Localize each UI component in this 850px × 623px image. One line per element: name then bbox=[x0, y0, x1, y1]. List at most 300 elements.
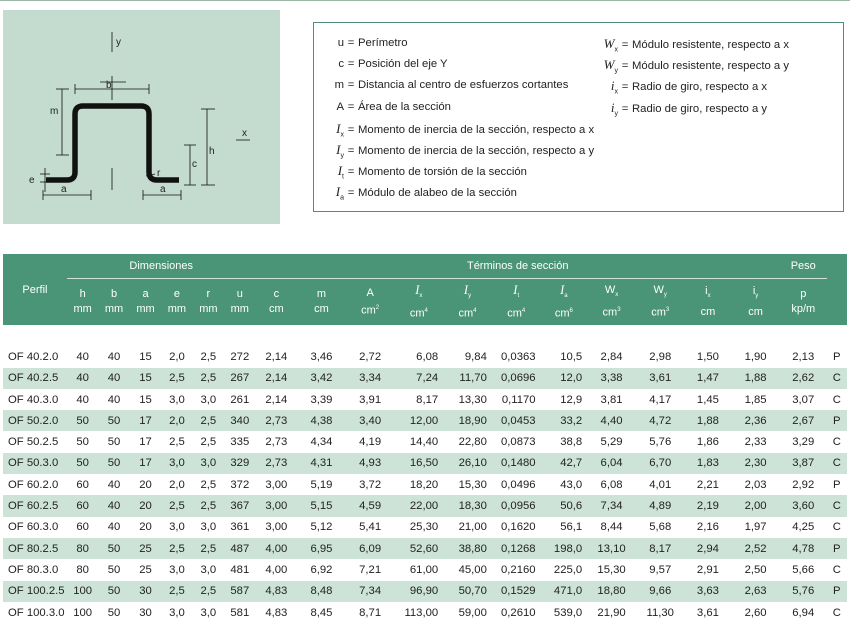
table-cell: 42,7 bbox=[541, 453, 588, 474]
table-cell: 2,62 bbox=[780, 368, 827, 389]
legend-equals: = bbox=[347, 144, 355, 157]
table-cell: 60 bbox=[76, 478, 89, 491]
column-symbol-subscript: x bbox=[419, 292, 423, 299]
table-cell: 1,45 bbox=[696, 393, 719, 406]
table-cell: 0,0496 bbox=[500, 478, 536, 491]
column-unit: kp/m bbox=[791, 303, 816, 315]
table-cell: 8,17 bbox=[636, 538, 685, 559]
profile-name-cell: OF 40.3.0 bbox=[8, 393, 59, 406]
table-cell: 2,0 bbox=[169, 478, 185, 491]
legend-row bbox=[322, 75, 594, 96]
profile-name-cell: OF 100.2.5 bbox=[3, 581, 67, 602]
column-unit: mm bbox=[167, 303, 187, 315]
table-cell: 50 bbox=[98, 581, 129, 602]
legend-description: Posición del eje Y bbox=[358, 58, 448, 71]
profile-name-cell: OF 80.2.5 bbox=[3, 538, 67, 559]
table-cell: 3,87 bbox=[780, 453, 827, 474]
table-cell: 2,0 bbox=[169, 350, 185, 363]
table-cell: 4,25 bbox=[792, 521, 815, 534]
legend-row bbox=[596, 97, 789, 118]
table-cell: 22,80 bbox=[458, 436, 487, 449]
label-e: e bbox=[29, 175, 35, 186]
table-cell: 9,57 bbox=[649, 563, 672, 576]
table-cell: 50 bbox=[76, 436, 89, 449]
table-cell: 2,73 bbox=[256, 453, 298, 474]
table-cell: 0,2610 bbox=[500, 606, 536, 619]
legend-symbol bbox=[322, 181, 344, 208]
table-cell: 1,97 bbox=[744, 521, 767, 534]
table-cell: 340 bbox=[224, 410, 255, 431]
table-cell: 2,00 bbox=[731, 495, 780, 516]
table-cell: 13,30 bbox=[458, 393, 487, 406]
header-dimensiones: Dimensiones bbox=[67, 254, 256, 279]
table-cell: 539,0 bbox=[553, 606, 583, 619]
table-cell: 21,90 bbox=[597, 606, 626, 619]
table-cell: 40 bbox=[107, 478, 121, 491]
column-unit-exponent: 4 bbox=[521, 307, 526, 314]
legend-symbol-letter: I bbox=[335, 184, 341, 200]
table-cell: 8,17 bbox=[416, 393, 439, 406]
table-cell: C bbox=[832, 606, 841, 619]
legend-right-column bbox=[596, 33, 789, 118]
table-cell: 50 bbox=[107, 606, 121, 619]
column-symbol-subscript: y bbox=[755, 293, 759, 300]
table-cell: 6,08 bbox=[600, 478, 623, 491]
table-cell: 3,0 bbox=[200, 521, 217, 534]
table-cell: 16,50 bbox=[394, 453, 443, 474]
table-row bbox=[3, 602, 847, 623]
table-cell: P bbox=[827, 410, 847, 431]
column-header-13 bbox=[587, 279, 636, 326]
table-cell: 40 bbox=[76, 350, 89, 363]
table-cell: 367 bbox=[224, 495, 255, 516]
column-symbol: A bbox=[366, 286, 374, 299]
table-cell: 25 bbox=[130, 538, 161, 559]
legend-symbol-subscript: y bbox=[614, 67, 618, 75]
profile-name-cell: OF 50.2.5 bbox=[8, 436, 59, 449]
table-cell: 9,84 bbox=[464, 350, 487, 363]
column-header-9 bbox=[394, 279, 443, 326]
table-cell: 3,91 bbox=[359, 393, 382, 406]
table-cell: 3,00 bbox=[265, 478, 288, 491]
legend-row bbox=[322, 33, 594, 54]
table-cell: 11,70 bbox=[443, 368, 492, 389]
legend-equals: = bbox=[347, 166, 355, 179]
table-cell: 17 bbox=[130, 410, 161, 431]
column-unit: $cm^6$ bbox=[554, 307, 573, 320]
table-cell: 4,40 bbox=[587, 410, 636, 431]
table-cell: 581 bbox=[230, 606, 250, 619]
table-cell: 2,5 bbox=[193, 538, 224, 559]
table-cell: 15,30 bbox=[597, 563, 626, 576]
table-cell: 329 bbox=[224, 453, 255, 474]
table-cell: 50 bbox=[107, 436, 121, 449]
table-cell: 100 bbox=[73, 606, 93, 619]
column-symbol: a bbox=[142, 288, 149, 300]
table-cell: 5,15 bbox=[297, 495, 346, 516]
table-cell: 80 bbox=[67, 538, 98, 559]
column-unit: $cm^4$ bbox=[409, 307, 428, 320]
table-cell: 2,5 bbox=[200, 350, 217, 363]
profile-diagram bbox=[3, 10, 280, 224]
table-cell: 10,5 bbox=[560, 350, 583, 363]
table-cell: 30 bbox=[130, 581, 161, 602]
table-cell: 3,63 bbox=[685, 581, 732, 602]
label-a-left: a bbox=[61, 184, 67, 195]
table-cell: 2,5 bbox=[161, 581, 192, 602]
legend-row bbox=[596, 75, 789, 96]
legend-equals: = bbox=[347, 37, 355, 49]
legend-description: Perímetro bbox=[358, 37, 408, 49]
profile-name-cell: OF 40.2.0 bbox=[8, 350, 59, 363]
legend-equals: = bbox=[621, 81, 629, 94]
table-cell: 2,92 bbox=[792, 478, 815, 491]
table-cell: 52,60 bbox=[394, 538, 443, 559]
table-cell: 2,14 bbox=[256, 368, 298, 389]
table-cell: 100 bbox=[67, 581, 98, 602]
column-symbol bbox=[731, 284, 780, 304]
table-cell: 6,95 bbox=[297, 538, 346, 559]
table-cell: 5,76 bbox=[649, 436, 672, 449]
table-cell: 18,30 bbox=[443, 495, 492, 516]
table-cell: P bbox=[833, 478, 841, 491]
table-cell: 21,00 bbox=[458, 521, 487, 534]
table-cell: 6,92 bbox=[310, 563, 333, 576]
table-cell: 2,14 bbox=[265, 393, 288, 406]
table-row bbox=[3, 559, 847, 580]
table-cell: C bbox=[832, 436, 841, 449]
profile-table bbox=[3, 254, 847, 623]
table-cell: 8,44 bbox=[600, 521, 623, 534]
table-cell: C bbox=[827, 495, 847, 516]
table-cell: 0,0363 bbox=[500, 350, 536, 363]
table-cell: 1,88 bbox=[685, 410, 732, 431]
table-row bbox=[3, 389, 847, 410]
table-cell: 4,59 bbox=[346, 495, 395, 516]
table-cell: 372 bbox=[230, 478, 250, 491]
column-symbol-subscript: y bbox=[663, 292, 667, 299]
table-cell: 80 bbox=[76, 563, 89, 576]
table-cell: 26,10 bbox=[443, 453, 492, 474]
column-unit: $cm^4$ bbox=[507, 307, 526, 320]
table-cell: 4,83 bbox=[256, 581, 298, 602]
header-perfil: Perfil bbox=[3, 254, 67, 325]
column-unit-exponent: 3 bbox=[617, 307, 621, 314]
column-symbol bbox=[541, 283, 588, 304]
label-m: m bbox=[50, 106, 59, 117]
table-cell: 2,03 bbox=[744, 478, 767, 491]
table-cell: 261 bbox=[230, 393, 250, 406]
legend-row bbox=[322, 139, 594, 160]
column-header-8 bbox=[346, 279, 395, 326]
table-cell: 50 bbox=[98, 538, 129, 559]
profile-name-cell: OF 80.3.0 bbox=[8, 563, 59, 576]
table-cell: 2,94 bbox=[685, 538, 732, 559]
column-header-10 bbox=[443, 279, 492, 326]
column-header-14 bbox=[636, 279, 685, 326]
table-cell: 2,33 bbox=[744, 436, 767, 449]
table-cell: 15 bbox=[130, 368, 161, 389]
table-cell: 3,0 bbox=[169, 393, 185, 406]
column-header-7 bbox=[297, 279, 346, 326]
omega-profile-drawing bbox=[3, 10, 280, 224]
table-cell: C bbox=[832, 521, 841, 534]
profile-name-cell: OF 50.2.0 bbox=[3, 410, 67, 431]
table-cell: 0,1480 bbox=[492, 453, 541, 474]
column-symbol: b bbox=[111, 288, 118, 300]
legend-description: Distancia al centro de esfuerzos cortantes bbox=[358, 79, 569, 92]
table-cell: 4,89 bbox=[636, 495, 685, 516]
table-cell: 2,21 bbox=[696, 478, 719, 491]
column-unit-exponent: 2 bbox=[375, 304, 380, 311]
table-row bbox=[3, 368, 847, 389]
table-cell: 4,34 bbox=[310, 436, 333, 449]
table-cell: 2,50 bbox=[744, 563, 767, 576]
legend-symbol-subscript: a bbox=[340, 194, 344, 202]
legend-row bbox=[322, 97, 594, 118]
table-cell: 2,0 bbox=[161, 410, 192, 431]
table-cell: 3,61 bbox=[696, 606, 719, 619]
table-cell: 4,83 bbox=[265, 606, 288, 619]
table-cell: 20 bbox=[139, 521, 152, 534]
table-cell: 6,70 bbox=[636, 453, 685, 474]
table-cell: 7,24 bbox=[394, 368, 443, 389]
table-cell: 1,85 bbox=[744, 393, 767, 406]
column-symbol bbox=[636, 283, 685, 303]
table-cell: C bbox=[827, 368, 847, 389]
label-r: r bbox=[157, 168, 161, 179]
table-cell: 3,46 bbox=[310, 350, 333, 363]
legend-equals: = bbox=[347, 123, 355, 136]
table-cell: 2,16 bbox=[696, 521, 719, 534]
legend-description: Módulo resistente, respecto a x bbox=[632, 39, 789, 51]
table-cell: 30 bbox=[139, 606, 152, 619]
table-cell: 38,8 bbox=[560, 436, 583, 449]
table-cell: 8,71 bbox=[359, 606, 382, 619]
table-cell: P bbox=[827, 581, 847, 602]
legend-symbol: A bbox=[336, 100, 344, 113]
table-cell: 7,21 bbox=[359, 563, 382, 576]
table-cell: 18,80 bbox=[587, 581, 636, 602]
legend-left-column bbox=[322, 33, 594, 203]
legend-symbol-subscript: x bbox=[614, 88, 618, 96]
table-cell: 225,0 bbox=[553, 563, 583, 576]
table-cell: 2,5 bbox=[200, 478, 217, 491]
table-cell: 3,0 bbox=[161, 453, 192, 474]
table-cell: 4,72 bbox=[636, 410, 685, 431]
table-cell: 22,00 bbox=[394, 495, 443, 516]
legend-symbol-letter: i bbox=[610, 99, 615, 115]
table-cell: 4,17 bbox=[649, 393, 672, 406]
table-cell: 3,81 bbox=[600, 393, 623, 406]
column-unit: cm bbox=[314, 303, 329, 315]
table-cell: 2,5 bbox=[169, 436, 185, 449]
table-cell: 50 bbox=[67, 453, 98, 474]
column-symbol-letter: I bbox=[463, 282, 469, 297]
label-b: b bbox=[106, 80, 112, 91]
table-cell: 1,90 bbox=[744, 350, 767, 363]
table-cell: 1,86 bbox=[696, 436, 719, 449]
table-body bbox=[3, 325, 847, 623]
table-cell: 4,93 bbox=[346, 453, 395, 474]
column-unit: cm bbox=[700, 305, 716, 318]
column-symbol: u bbox=[236, 288, 243, 300]
legend-equals: = bbox=[621, 60, 629, 73]
table-cell: 3,0 bbox=[193, 453, 224, 474]
legend-description: Módulo resistente, respecto a y bbox=[632, 60, 789, 73]
profile-name-cell: OF 60.3.0 bbox=[8, 521, 59, 534]
top-rule bbox=[0, 0, 850, 1]
table-cell: 2,84 bbox=[600, 350, 623, 363]
table-cell: 56,1 bbox=[560, 521, 583, 534]
table-cell: C bbox=[832, 393, 841, 406]
table-cell: 18,20 bbox=[409, 478, 439, 491]
legend-description: Radio de giro, respecto a x bbox=[632, 81, 768, 94]
table-cell: 4,00 bbox=[256, 538, 298, 559]
table-cell: 3,0 bbox=[169, 521, 185, 534]
legend-symbol bbox=[596, 97, 618, 124]
table-cell: 2,5 bbox=[193, 410, 224, 431]
table-cell: 40 bbox=[107, 393, 121, 406]
table-cell: 3,60 bbox=[780, 495, 827, 516]
table-cell: 8,48 bbox=[297, 581, 346, 602]
legend-description: Módulo de alabeo de la sección bbox=[358, 187, 517, 200]
table-cell: 40 bbox=[107, 521, 121, 534]
column-header-11 bbox=[492, 279, 541, 326]
column-symbol bbox=[443, 283, 492, 304]
table-cell: 38,80 bbox=[443, 538, 492, 559]
column-symbol-letter: i bbox=[752, 285, 756, 298]
table-cell: 2,5 bbox=[193, 495, 224, 516]
table-cell: 43,0 bbox=[560, 478, 583, 491]
column-symbol bbox=[394, 283, 443, 304]
table-row bbox=[3, 517, 847, 538]
table-cell: 96,90 bbox=[394, 581, 443, 602]
profile-name-cell: OF 50.3.0 bbox=[3, 453, 67, 474]
table-cell: 4,38 bbox=[297, 410, 346, 431]
table-cell: 40 bbox=[98, 495, 129, 516]
column-unit: cm bbox=[748, 305, 763, 318]
table-cell: 0,0873 bbox=[500, 436, 536, 449]
table-cell: 0,0696 bbox=[492, 368, 541, 389]
table-cell: 50,70 bbox=[443, 581, 492, 602]
column-headers bbox=[3, 279, 847, 326]
column-unit: cm bbox=[268, 303, 284, 315]
table-cell: 25 bbox=[139, 563, 152, 576]
column-symbol-subscript: t bbox=[517, 292, 520, 299]
column-header-6 bbox=[256, 279, 298, 326]
spacer-row bbox=[3, 325, 847, 346]
table-cell: 50 bbox=[107, 563, 121, 576]
table-cell: 0,1529 bbox=[492, 581, 541, 602]
table-cell: 3,39 bbox=[310, 393, 333, 406]
column-symbol-letter: i bbox=[705, 285, 708, 298]
legend-symbol: m bbox=[334, 79, 344, 92]
table-cell: 2,5 bbox=[161, 368, 192, 389]
column-unit-exponent: 4 bbox=[473, 307, 477, 314]
table-cell: 40 bbox=[67, 368, 98, 389]
header-type bbox=[827, 254, 847, 325]
table-cell: 2,73 bbox=[265, 436, 288, 449]
table-cell: 198,0 bbox=[541, 538, 588, 559]
table-cell: 45,00 bbox=[458, 563, 487, 576]
legend-symbol-letter: W bbox=[603, 36, 615, 51]
table-cell: P bbox=[833, 350, 841, 363]
table-cell: 7,34 bbox=[587, 495, 636, 516]
table-row bbox=[3, 538, 847, 559]
column-header-16 bbox=[731, 279, 780, 326]
table-cell: 2,91 bbox=[696, 563, 719, 576]
column-unit: mm bbox=[104, 303, 124, 315]
table-cell: 4,78 bbox=[780, 538, 827, 559]
table-cell: 2,36 bbox=[731, 410, 780, 431]
table-cell: 335 bbox=[230, 436, 250, 449]
table-cell: 3,40 bbox=[346, 410, 395, 431]
table-cell: 2,63 bbox=[731, 581, 780, 602]
table-cell: 3,72 bbox=[359, 478, 382, 491]
column-symbol-letter: I bbox=[415, 282, 420, 297]
legend-symbol-subscript: x bbox=[614, 46, 618, 54]
table-cell: 9,66 bbox=[636, 581, 685, 602]
table-cell: 0,0956 bbox=[492, 495, 541, 516]
table-cell: 14,40 bbox=[409, 436, 439, 449]
table-cell: 2,98 bbox=[649, 350, 672, 363]
table-cell: 20 bbox=[130, 495, 161, 516]
table-cell: 17 bbox=[130, 453, 161, 474]
table-cell: 25,30 bbox=[409, 521, 439, 534]
table-row bbox=[3, 410, 847, 431]
table-cell: 267 bbox=[224, 368, 255, 389]
table-cell: 3,34 bbox=[346, 368, 395, 389]
table-cell: 3,0 bbox=[169, 563, 185, 576]
table-cell: 1,88 bbox=[731, 368, 780, 389]
table-cell: 12,9 bbox=[560, 393, 583, 406]
table-cell: 113,00 bbox=[404, 606, 439, 619]
profile-name-cell: OF 60.2.5 bbox=[3, 495, 67, 516]
table-cell: 4,19 bbox=[359, 436, 382, 449]
table-cell: 40 bbox=[107, 350, 121, 363]
column-symbol-subscript: x bbox=[615, 292, 619, 299]
table-cell: 3,00 bbox=[256, 495, 298, 516]
table-cell: 2,5 bbox=[161, 538, 192, 559]
table-cell: 12,0 bbox=[541, 368, 588, 389]
profile-name-cell: OF 40.2.5 bbox=[3, 368, 67, 389]
table-cell: 2,5 bbox=[193, 581, 224, 602]
table-cell: 6,94 bbox=[792, 606, 815, 619]
label-y: y bbox=[116, 37, 121, 48]
table-cell: 3,0 bbox=[200, 563, 217, 576]
column-unit: $cm^2$ bbox=[361, 304, 380, 317]
legend-symbol-letter: W bbox=[603, 57, 615, 73]
table-cell: 4,31 bbox=[297, 453, 346, 474]
column-symbol: c bbox=[273, 288, 280, 300]
table-cell: 5,19 bbox=[310, 478, 333, 491]
table-cell: 0,1620 bbox=[500, 521, 536, 534]
table-cell: 5,12 bbox=[310, 521, 333, 534]
column-unit: $cm^3$ bbox=[651, 306, 670, 319]
column-header-3 bbox=[161, 279, 192, 326]
table-cell: 12,00 bbox=[394, 410, 443, 431]
symbol-legend bbox=[313, 22, 844, 212]
table-cell: 3,38 bbox=[587, 368, 636, 389]
table-cell: 2,5 bbox=[200, 436, 217, 449]
legend-row bbox=[322, 118, 594, 139]
table-row bbox=[3, 453, 847, 474]
table-cell: 20 bbox=[139, 478, 152, 491]
table-cell: 17 bbox=[139, 436, 152, 449]
table-cell: 2,73 bbox=[256, 410, 298, 431]
table-cell: 1,83 bbox=[685, 453, 732, 474]
